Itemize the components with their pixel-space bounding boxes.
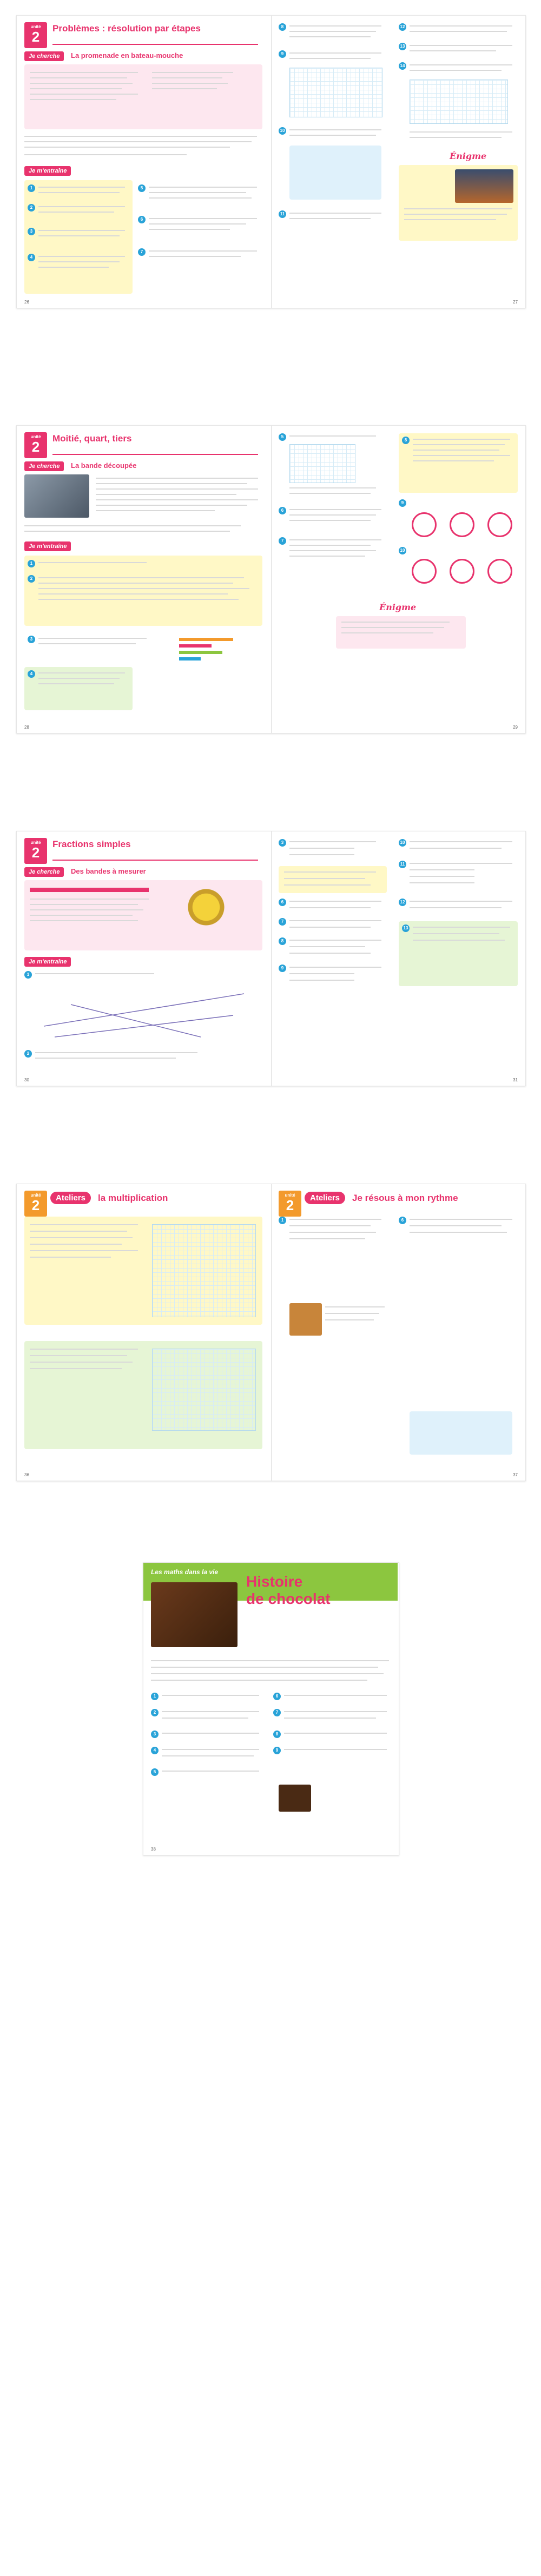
spread-ateliers (16, 1184, 526, 1481)
folio: 29 (513, 725, 518, 730)
folio: 36 (24, 1472, 29, 1477)
folio: 28 (24, 725, 29, 730)
page-28: unité 2 Moitié, quart, tiers Je cherche La bande découpée Je m'entraîne 1 2 3 4 28 (17, 426, 272, 733)
spread-moitie (16, 425, 526, 734)
title-rule (52, 852, 258, 861)
character-illustration (179, 883, 233, 943)
page-37: unité 2 Ateliers Je résous à mon rythme 1 6 37 (271, 1184, 525, 1481)
ticket-box (24, 64, 262, 129)
folio: 37 (513, 1472, 518, 1477)
dots-grid (289, 444, 355, 483)
page-30: unité 2 Fractions simples Je cherche Des bandes à mesurer Je m'entraîne 1 2 30 (17, 831, 272, 1086)
unit-badge: unité 2 (279, 1191, 301, 1217)
unit-badge: unité 2 (24, 1191, 47, 1217)
page-title: la multiplication (98, 1193, 168, 1203)
title-rule (52, 446, 258, 455)
banner: Les maths dans la vie (151, 1568, 219, 1576)
ateliers-badge: Ateliers (50, 1192, 91, 1204)
boat-photo (455, 169, 513, 203)
je-cherche-label: Je cherche (24, 867, 64, 877)
spread-fractions (16, 831, 526, 1086)
title-line1: Histoire (246, 1573, 303, 1590)
market-table (410, 1411, 512, 1455)
je-cherche-title: La bande découpée (71, 461, 137, 470)
exercise-box-13 (399, 921, 518, 986)
je-cherche-title: Des bandes à mesurer (71, 867, 146, 875)
ateliers-badge: Ateliers (305, 1192, 345, 1204)
pythagoras-grid (152, 1224, 256, 1317)
page-title: Problèmes : résolution par étapes (52, 23, 201, 34)
folio: 38 (151, 1847, 156, 1852)
page-26: unité 2 Problèmes : résolution par étapes Je cherche La promenade en bateau-mouche Je m'entraîne 1 2 3 4 5 6 7 26 (17, 16, 272, 308)
enigme-title: Énigme (379, 602, 417, 612)
exercise-box-8 (399, 433, 518, 493)
je-cherche-label: Je cherche (24, 461, 64, 471)
page-36 (17, 1184, 272, 1481)
strip-photo (24, 474, 89, 518)
chocolate-photo (151, 1582, 237, 1647)
page-title: Je résous à mon rythme (352, 1193, 458, 1203)
je-mentraine-label: Je m'entraîne (24, 541, 71, 551)
unit-badge: unité 2 (24, 838, 47, 864)
page-29: 5 6 7 8 9 10 Énigme 29 (271, 426, 525, 733)
exercise-box-4 (24, 667, 133, 710)
folio: 26 (24, 300, 29, 305)
page-title: Fractions simples (52, 839, 131, 849)
cocoa-photo (279, 1785, 311, 1812)
folio: 31 (513, 1078, 518, 1082)
folio: 27 (513, 300, 518, 305)
exercise-box-5 (279, 866, 387, 893)
unit-badge: unité 2 (24, 432, 47, 458)
enigme-title: Énigme (450, 151, 487, 161)
segments-figure (38, 983, 255, 1042)
rectangle-grid (410, 80, 508, 124)
title-rule (52, 36, 258, 45)
exercise-box-1 (24, 180, 133, 294)
dots-grid (152, 1349, 256, 1431)
spread-chocolat (143, 1562, 399, 1855)
spread-problemes (16, 15, 526, 308)
je-mentraine-label: Je m'entraîne (24, 166, 71, 176)
je-mentraine-label: Je m'entraîne (24, 957, 71, 967)
price-table (289, 146, 381, 200)
exercise-box-2 (24, 556, 262, 626)
bread-photo (289, 1303, 322, 1336)
garden-grid (289, 68, 382, 117)
title-line2: de chocolat (246, 1590, 331, 1607)
unit-badge: unité 2 (24, 22, 47, 48)
folio: 30 (24, 1078, 29, 1082)
page-title: Moitié, quart, tiers (52, 433, 132, 444)
je-cherche-label: Je cherche (24, 51, 64, 61)
page-38: Les maths dans la vie Histoire de chocolat 1 2 3 4 5 6 7 8 9 38 (143, 1563, 398, 1855)
page-31: 3 6 7 8 9 10 11 12 13 31 (271, 831, 525, 1086)
je-cherche-title: La promenade en bateau-mouche (71, 51, 183, 60)
page-27: 8 9 10 11 12 13 14 Énigme 27 (271, 16, 525, 308)
